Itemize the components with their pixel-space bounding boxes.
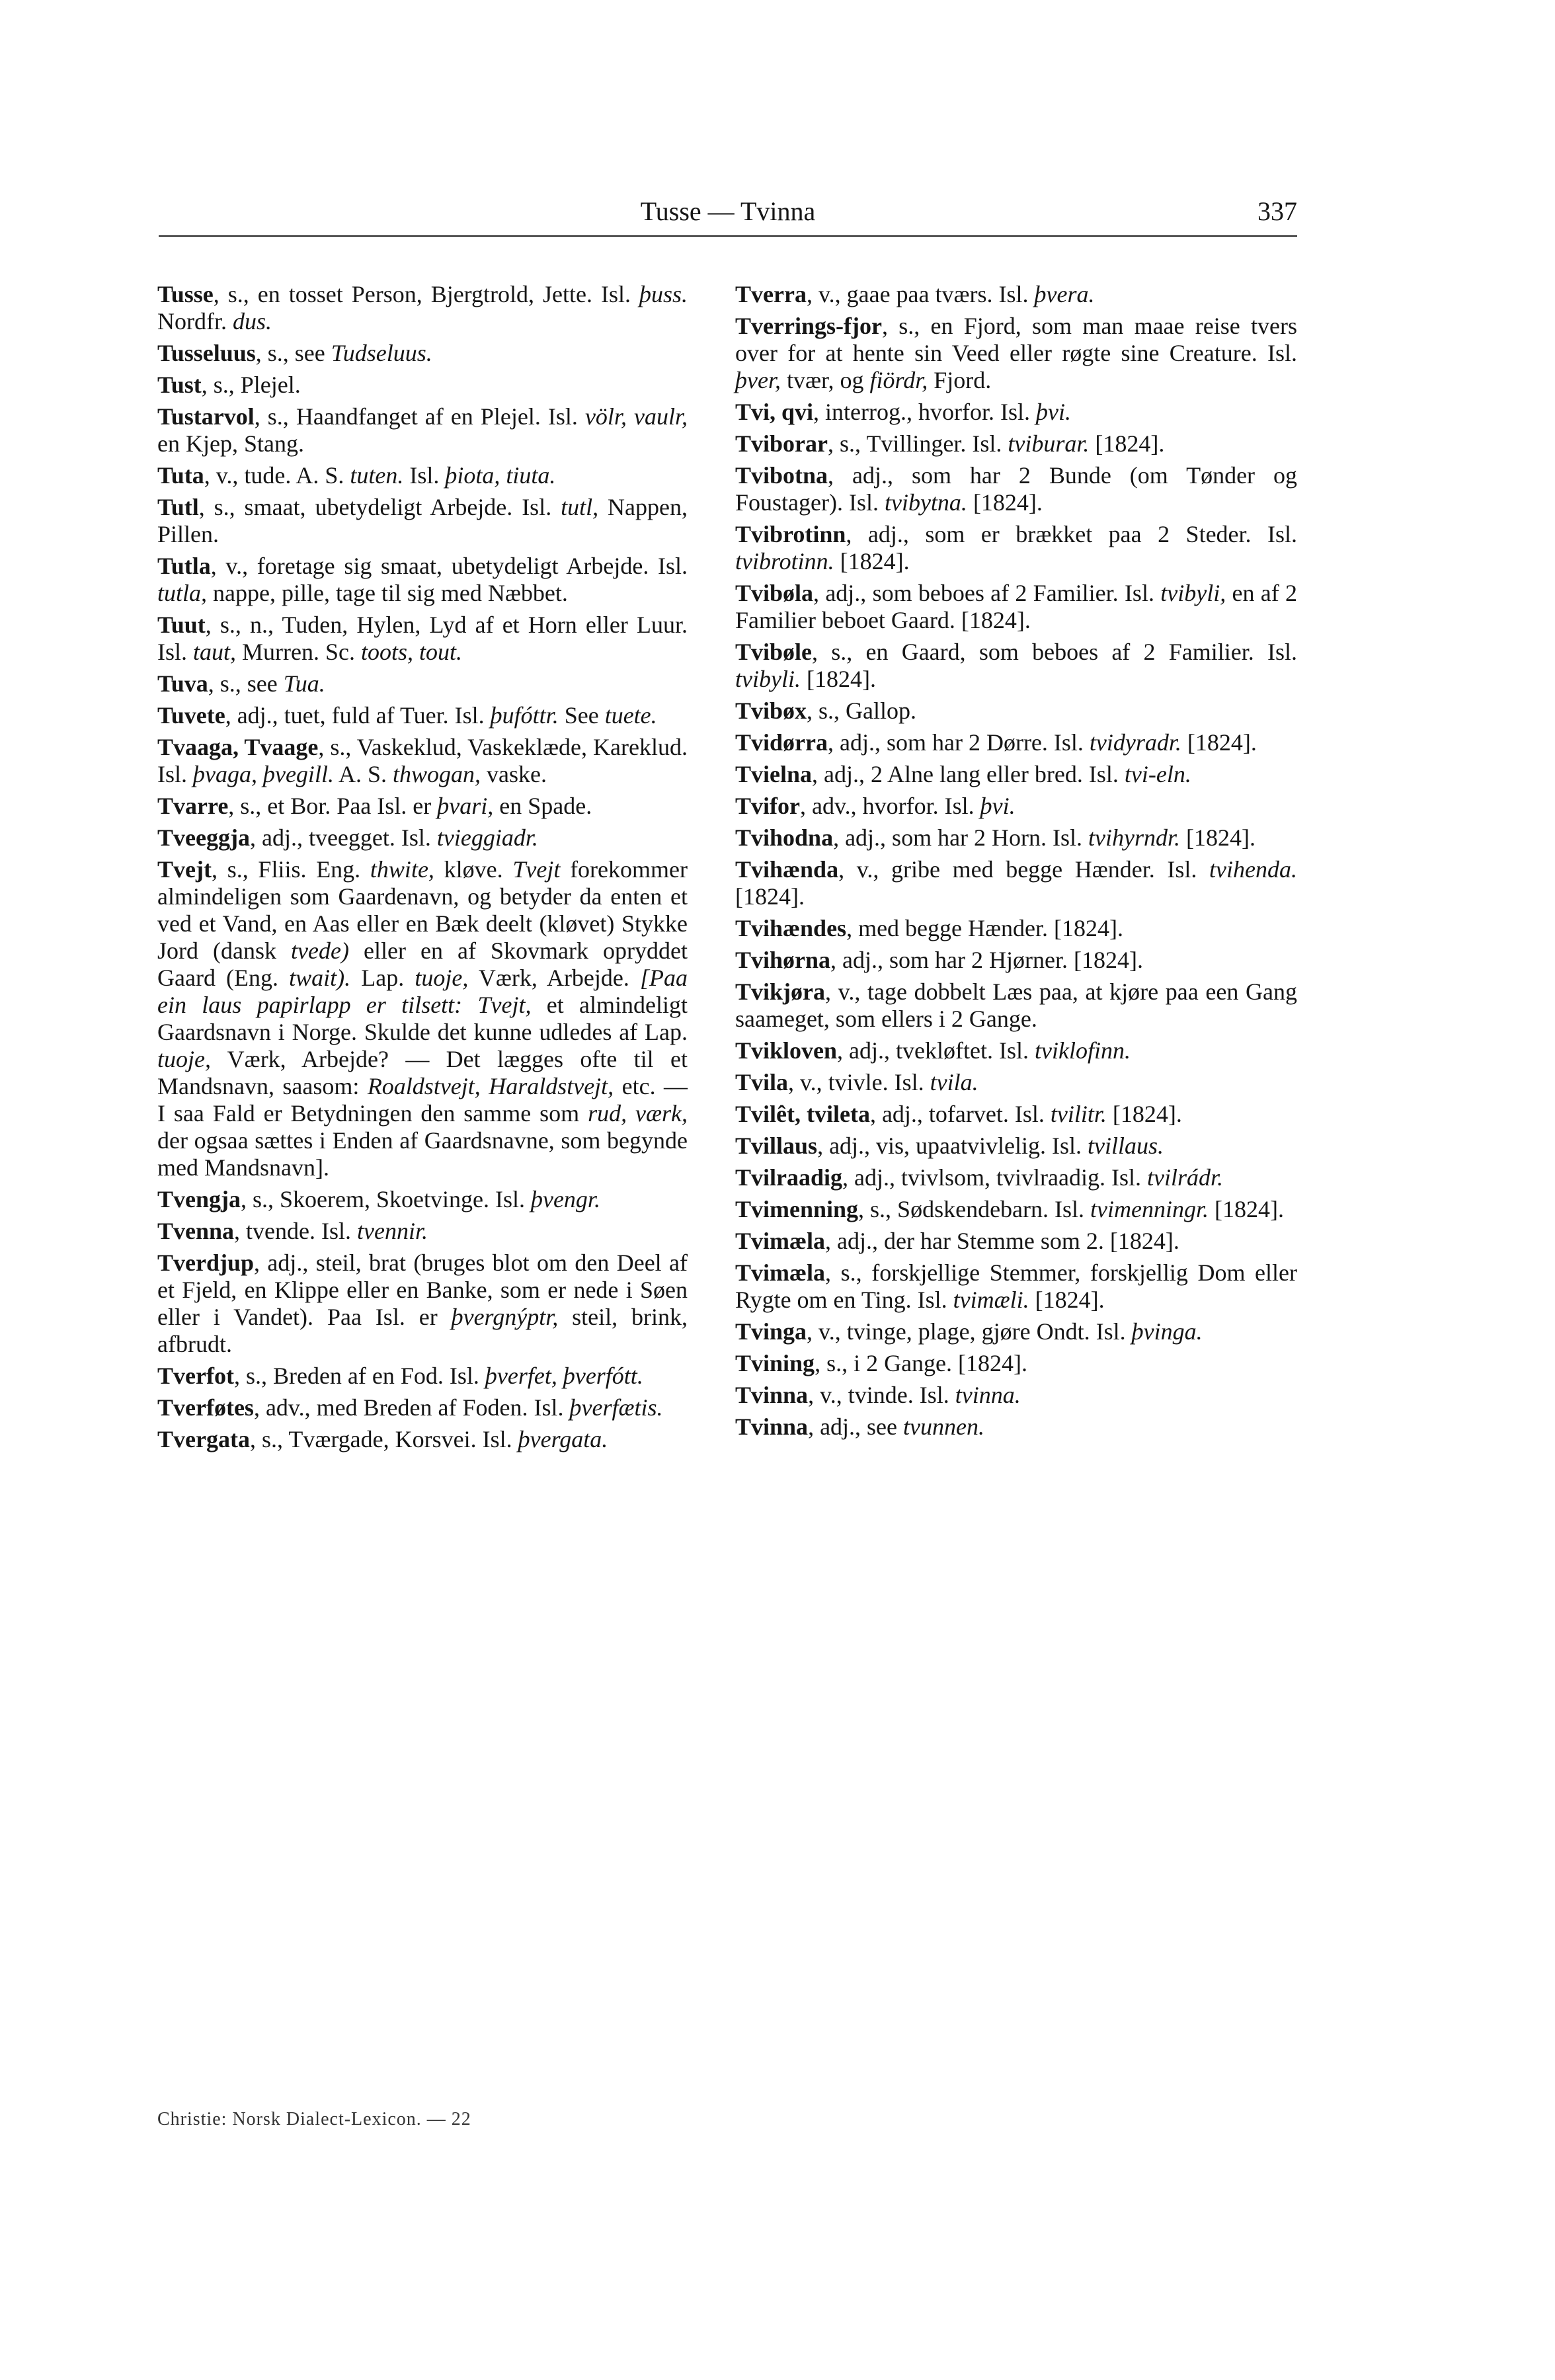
etymology-italic: þiota, tiuta. [445, 462, 556, 489]
definition-text: , adj., tveegget. Isl. [249, 824, 437, 851]
headword: Tuta [157, 462, 204, 489]
definition-text: , s., Gallop. [807, 697, 917, 724]
etymology-italic: þvaga, þvegill. [193, 761, 334, 787]
headword: Tutl [157, 494, 199, 520]
dictionary-entry [735, 915, 1297, 942]
definition-text: A. S. [333, 761, 393, 787]
dictionary-entry [735, 1164, 1297, 1191]
dictionary-entry [735, 1196, 1297, 1223]
dictionary-entry [735, 697, 1297, 725]
dictionary-entry [735, 856, 1297, 910]
headword: Tvengja [157, 1186, 241, 1212]
definition-text: , s., Breden af en Fod. Isl. [233, 1363, 485, 1389]
headword: Tvilêt, tvileta [735, 1101, 870, 1127]
headword: Tust [157, 372, 202, 398]
headword: Tverrings-fjor [735, 313, 882, 339]
definition-text: , adj., som beboes af 2 Familier. Isl. [813, 580, 1161, 606]
headword: Tvielna [735, 761, 813, 787]
headword: Tvejt [157, 856, 212, 883]
etymology-italic: völr, vaulr, [584, 403, 688, 430]
definition-text: , adj., steil, brat (bruges blot om den Deel af et Fjeld, en Klippe eller en Banke, som er nede i Søen eller i Vandet). Paa Isl. er [157, 1250, 688, 1330]
headword: Tvenna [157, 1218, 235, 1244]
definition-text: , adv., med Breden af Foden. Isl. [253, 1394, 570, 1421]
definition-text: [1824]. [1180, 824, 1256, 851]
definition-text: [1824]. [967, 489, 1043, 516]
definition-text: , s., en tosset Person, Bjergtrold, Jette. Isl. [213, 281, 639, 307]
definition-text: , adj., som er brækket paa 2 Steder. Isl. [846, 521, 1297, 547]
etymology-italic: Tvejt [512, 856, 561, 883]
etymology-italic: tuoje, [415, 965, 469, 991]
dictionary-entry [157, 856, 688, 1181]
definition-text: , adj., tuet, fuld af Tuer. Isl. [225, 702, 491, 729]
dictionary-entry [157, 1218, 688, 1245]
dictionary-entry [735, 1413, 1297, 1441]
running-title: Tusse — Tvinna [640, 196, 816, 226]
definition-text: steil, brink, afbrudt. [157, 1304, 688, 1357]
definition-text: Murren. Sc. [236, 639, 361, 665]
etymology-italic: þverfætis. [569, 1394, 663, 1421]
headword: Tvikjøra [735, 978, 826, 1005]
etymology-italic: tvimenningr. [1090, 1196, 1209, 1222]
definition-text: et almindeligt Gaardsnavn i Norge. Skulde det kunne udledes af Lap. [157, 992, 688, 1045]
definition-text: forekommer almindeligen som Gaardenavn, og betyder da enten et ved et Vand, en Aas eller en Bæk deelt (kløvet) Stykke Jord (dansk [157, 856, 688, 964]
definition-text: , v., tude. A. S. [204, 462, 350, 489]
definition-text: [1824]. [735, 883, 805, 910]
dictionary-entry [735, 1132, 1297, 1160]
definition-text: , s., Fliis. Eng. [211, 856, 370, 883]
headword: Tuva [157, 670, 208, 697]
definition-text: , s., smaat, ubetydeligt Arbejde. Isl. [198, 494, 561, 520]
dictionary-entry [735, 639, 1297, 693]
dictionary-entry [735, 1350, 1297, 1377]
definition-text: , tvende. Isl. [234, 1218, 358, 1244]
headword: Tvarre [157, 793, 229, 819]
dictionary-entry [157, 1250, 688, 1358]
dictionary-entry [735, 313, 1297, 394]
etymology-italic: rud, værk, [588, 1100, 688, 1127]
etymology-italic: þuss. [639, 281, 688, 307]
etymology-italic: tuete. [604, 702, 657, 729]
dictionary-entry [157, 670, 688, 697]
dictionary-entry [735, 978, 1297, 1033]
definition-text: , adj., der har Stemme som 2. [1824]. [825, 1228, 1179, 1254]
etymology-italic: tuoje, [157, 1046, 211, 1072]
definition-text: , med begge Hænder. [1824]. [846, 915, 1123, 941]
etymology-italic: tvilitr. [1050, 1101, 1107, 1127]
etymology-italic: tuten. [350, 462, 404, 489]
definition-text: , s., see [208, 670, 284, 697]
definition-text: , v., tvinge, plage, gjøre Ondt. Isl. [807, 1318, 1132, 1345]
dictionary-entry [735, 521, 1297, 575]
definition-text: , adj., tvivlsom, tvivlraadig. Isl. [842, 1164, 1147, 1191]
etymology-italic: þvengr. [530, 1186, 600, 1212]
etymology-italic: dus. [232, 308, 272, 335]
headword: Tvinga [735, 1318, 807, 1345]
etymology-italic: þvergata. [518, 1426, 608, 1452]
definition-text: , adj., see [808, 1413, 904, 1440]
dictionary-entry [735, 399, 1297, 426]
headword: Tvibrotinn [735, 521, 846, 547]
etymology-italic: tutl, [561, 494, 599, 520]
etymology-italic: þvergnýptr, [451, 1304, 559, 1330]
headword: Tusseluus [157, 340, 256, 366]
dictionary-entry [157, 281, 688, 335]
etymology-italic: tvibrotinn. [735, 548, 834, 575]
definition-text: Isl. [403, 462, 446, 489]
definition-text: [1824]. [1029, 1287, 1105, 1313]
etymology-italic: Roaldstvejt, Haraldstvejt, [367, 1073, 614, 1099]
etymology-italic: tvi-eln. [1124, 761, 1191, 787]
definition-text: , adv., hvorfor. Isl. [799, 793, 980, 819]
headword: Tviborar [735, 430, 828, 457]
dictionary-entry [157, 340, 688, 367]
dictionary-entry [735, 1228, 1297, 1255]
headword: Tvilraadig [735, 1164, 843, 1191]
dictionary-entry [157, 553, 688, 607]
etymology-italic: tviburar. [1008, 430, 1090, 457]
headword: Tvihændes [735, 915, 847, 941]
definition-text: , s., see [255, 340, 331, 366]
etymology-italic: tvihyrndr. [1088, 824, 1181, 851]
definition-text: [1824]. [1106, 1101, 1182, 1127]
definition-text: [1824]. [800, 666, 876, 692]
etymology-italic: fiördr, [869, 367, 928, 393]
dictionary-entry [735, 1318, 1297, 1345]
etymology-italic: þufóttr. [490, 702, 559, 729]
dictionary-entry [735, 462, 1297, 516]
dictionary-entry [735, 761, 1297, 788]
definition-text: , v., tage dobbelt Læs paa, at kjøre paa een Gang saameget, som ellers i 2 Gange. [735, 978, 1297, 1032]
definition-text: , v., tvinde. Isl. [808, 1382, 955, 1408]
headword: Tvihænda [735, 856, 839, 883]
dictionary-entry [157, 1363, 688, 1390]
etymology-italic: þvi. [980, 793, 1016, 819]
etymology-italic: tvennir. [357, 1218, 428, 1244]
dictionary-entry [735, 1101, 1297, 1128]
headword: Tvaaga, Tvaage [157, 734, 319, 760]
dictionary-entry [157, 372, 688, 399]
headword: Tvimæla [735, 1228, 826, 1254]
dictionary-entry [157, 1426, 688, 1453]
dictionary-entry [157, 793, 688, 820]
definition-text: Lap. [350, 965, 415, 991]
definition-text: , s., n., Tuden, Hylen, Lyd af et Horn eller Luur. Isl. [157, 612, 688, 665]
definition-text: , s., en Gaard, som beboes af 2 Familier. Isl. [812, 639, 1297, 665]
definition-text: nappe, pille, tage til sig med Næbbet. [207, 580, 568, 606]
dictionary-entry [157, 702, 688, 729]
etymology-italic: Tudseluus. [331, 340, 432, 366]
etymology-italic: twait). [289, 965, 351, 991]
definition-text: kløve. [434, 856, 513, 883]
page-number: 337 [1257, 196, 1297, 226]
headword: Tverføtes [157, 1394, 254, 1421]
etymology-italic: taut, [193, 639, 237, 665]
etymology-italic: tutla, [157, 580, 208, 606]
headword: Tuut [157, 612, 206, 638]
etymology-italic: [Paa ein laus papirlapp er tilsett: Tvejt, [157, 965, 688, 1018]
etymology-italic: tvihenda. [1209, 856, 1297, 883]
dictionary-entry [735, 824, 1297, 852]
headword: Tvimæla [735, 1259, 826, 1286]
headword: Tvihodna [735, 824, 834, 851]
definition-text: en Spade. [493, 793, 592, 819]
definition-text: en Kjep, Stang. [157, 430, 304, 457]
definition-text: , s., forskjellige Stemmer, forskjellig Dom eller Rygte om en Ting. Isl. [735, 1259, 1297, 1313]
etymology-italic: tvunnen. [903, 1413, 984, 1440]
definition-text: Nappen, Pillen. [157, 494, 688, 547]
headword: Tverra [735, 281, 807, 307]
headword: Tustarvol [157, 403, 255, 430]
dictionary-entry [735, 580, 1297, 634]
headword: Tvila [735, 1069, 789, 1095]
definition-text: See [558, 702, 605, 729]
dictionary-entry [735, 793, 1297, 820]
headword: Tverdjup [157, 1250, 255, 1276]
definition-text: Nordfr. [157, 308, 233, 335]
dictionary-entry [157, 462, 688, 489]
definition-text: [1824]. [834, 548, 910, 575]
definition-text: [1824]. [1209, 1196, 1284, 1222]
definition-text: , v., gribe med begge Hænder. Isl. [838, 856, 1210, 883]
definition-text: , v., tvivle. Isl. [788, 1069, 930, 1095]
headword: Tvi, qvi [735, 399, 814, 425]
definition-text: , s., et Bor. Paa Isl. er [228, 793, 438, 819]
definition-text: , adj., som har 2 Bunde (om Tønder og Foustager). Isl. [735, 462, 1297, 516]
definition-text: , adj., som har 2 Horn. Isl. [833, 824, 1089, 851]
headword: Tutla [157, 553, 211, 579]
left-column [157, 281, 688, 1458]
definition-text: , s., i 2 Gange. [1824]. [815, 1350, 1028, 1376]
definition-text: vaske. [481, 761, 547, 787]
definition-text: , s., en Fjord, som man maae reise tvers over for at hente sin Veed eller røgte sine Creature. Isl. [735, 313, 1297, 366]
etymology-italic: tvimæli. [953, 1287, 1029, 1313]
etymology-italic: tvibyli, [1160, 580, 1226, 606]
definition-text: Fjord. [928, 367, 992, 393]
etymology-italic: tvillaus. [1088, 1132, 1164, 1159]
etymology-italic: tvilrádr. [1146, 1164, 1223, 1191]
definition-text: [1824]. [1089, 430, 1165, 457]
definition-text: en af 2 Familier beboet Gaard. [1824]. [735, 580, 1297, 633]
definition-text: Værk, Arbejde. [468, 965, 641, 991]
headword: Tuvete [157, 702, 225, 729]
headword: Tusse [157, 281, 214, 307]
dictionary-entry [735, 1382, 1297, 1409]
etymology-italic: þvera. [1034, 281, 1095, 307]
dictionary-entry [735, 430, 1297, 457]
definition-text: , v., gaae paa tværs. Isl. [806, 281, 1035, 307]
etymology-italic: tvila. [930, 1069, 978, 1095]
etymology-italic: tvieggiadr. [436, 824, 538, 851]
definition-text: etc. — I saa Fald er Betydningen den samme som [157, 1073, 688, 1127]
etymology-italic: tvinna. [955, 1382, 1021, 1408]
etymology-italic: tvede) [291, 937, 349, 964]
dictionary-entry [157, 403, 688, 457]
definition-text: , adj., vis, upaatvivlelig. Isl. [817, 1132, 1088, 1159]
dictionary-entry [735, 281, 1297, 308]
definition-text: , s., Sødskendebarn. Isl. [858, 1196, 1091, 1222]
headword: Tvihørna [735, 947, 831, 973]
headword: Tvibøle [735, 639, 813, 665]
headword: Tvinna [735, 1382, 809, 1408]
dictionary-entry [735, 729, 1297, 756]
etymology-italic: tvibytna. [884, 489, 967, 516]
definition-text: , adj., tofarvet. Isl. [869, 1101, 1051, 1127]
definition-text: , adj., 2 Alne lang eller bred. Isl. [812, 761, 1125, 787]
definition-text: , s., Tværgade, Korsvei. Isl. [249, 1426, 518, 1452]
etymology-italic: toots, tout. [360, 639, 463, 665]
definition-text: , s., Plejel. [201, 372, 301, 398]
dictionary-entry [735, 947, 1297, 974]
etymology-italic: thwogan, [393, 761, 481, 787]
etymology-italic: þver, [735, 367, 781, 393]
definition-text: der ogsaa sættes i Enden af Gaardsnavne, som begynde med Mandsnavn]. [157, 1127, 688, 1181]
dictionary-entry [157, 1394, 688, 1421]
headword: Tvibøx [735, 697, 807, 724]
dictionary-entry [157, 824, 688, 852]
dictionary-entry [157, 1186, 688, 1213]
headword: Tvidørra [735, 729, 828, 756]
definition-text: , adj., som har 2 Dørre. Isl. [828, 729, 1090, 756]
definition-text: , s., Vaskeklud, Vaskeklæde, Kareklud. Isl. [157, 734, 688, 787]
definition-text: tvær, og [780, 367, 870, 393]
etymology-italic: þverfet, þverfótt. [485, 1363, 643, 1389]
headword: Tvergata [157, 1426, 250, 1452]
right-column [735, 281, 1297, 1445]
headword: Tvining [735, 1350, 815, 1376]
definition-text: [1824]. [1181, 729, 1257, 756]
etymology-italic: þvari, [437, 793, 494, 819]
headword: Tvibøla [735, 580, 814, 606]
definition-text: , s., Skoerem, Skoetvinge. Isl. [241, 1186, 531, 1212]
headword: Tvibotna [735, 462, 828, 489]
etymology-italic: tvidyradr. [1089, 729, 1181, 756]
definition-text: , interrog., hvorfor. Isl. [813, 399, 1036, 425]
headword: Tvikloven [735, 1037, 838, 1064]
headword: Tvimenning [735, 1196, 859, 1222]
dictionary-entry [157, 612, 688, 666]
definition-text: , s., Haandfanget af en Plejel. Isl. [254, 403, 585, 430]
headword: Tvinna [735, 1413, 809, 1440]
etymology-italic: tviklofinn. [1034, 1037, 1131, 1064]
dictionary-entry [735, 1259, 1297, 1314]
etymology-italic: Tua. [283, 670, 325, 697]
footer-signature: Christie: Norsk Dialect-Lexicon. — 22 [157, 2109, 471, 2129]
headword: Tverfot [157, 1363, 234, 1389]
dictionary-entry [157, 494, 688, 548]
dictionary-entry [735, 1069, 1297, 1096]
headword: Tveeggja [157, 824, 250, 851]
dictionary-entry [735, 1037, 1297, 1064]
page-header [159, 196, 1297, 237]
headword: Tvillaus [735, 1132, 818, 1159]
etymology-italic: tvibyli. [735, 666, 801, 692]
definition-text: , adj., som har 2 Hjørner. [1824]. [830, 947, 1143, 973]
definition-text: eller en af Skovmark opryddet Gaard (Eng. [157, 937, 688, 991]
definition-text: Værk, Arbejde? — Det lægges ofte til et Mandsnavn, saasom: [157, 1046, 688, 1099]
etymology-italic: þvinga. [1131, 1318, 1203, 1345]
etymology-italic: thwite, [370, 856, 434, 883]
definition-text: , v., foretage sig smaat, ubetydeligt Arbejde. Isl. [210, 553, 688, 579]
definition-text: , adj., tvekløftet. Isl. [837, 1037, 1035, 1064]
definition-text: , s., Tvillinger. Isl. [828, 430, 1008, 457]
dictionary-entry [157, 734, 688, 788]
headword: Tvifor [735, 793, 800, 819]
etymology-italic: þvi. [1035, 399, 1071, 425]
